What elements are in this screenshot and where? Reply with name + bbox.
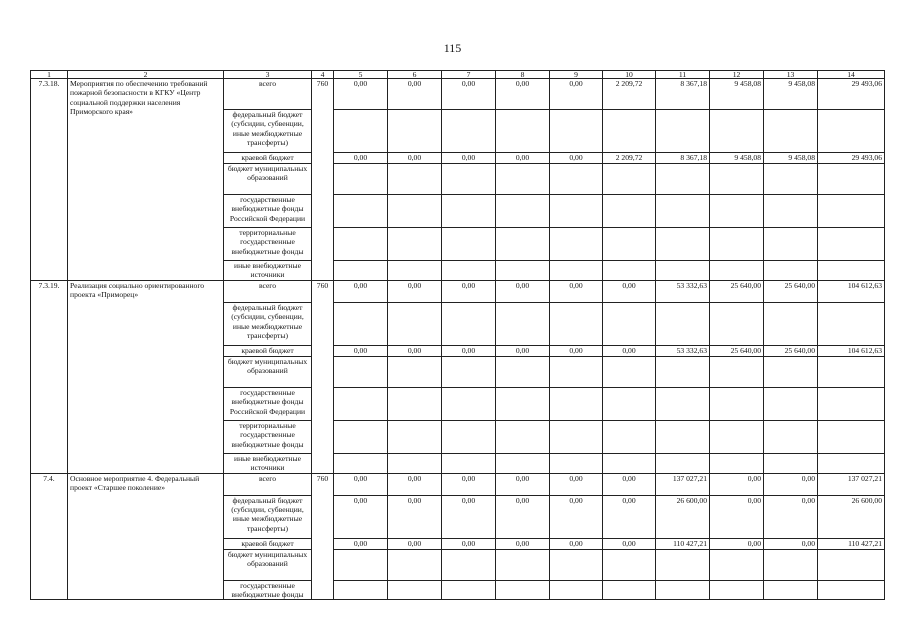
value-cell [550, 420, 603, 453]
page-number: 115 [443, 41, 462, 55]
value-cell: 0,00 [496, 473, 550, 495]
section-code: 7.3.18. [31, 79, 68, 281]
header-cell: 10 [603, 71, 656, 79]
value-cell [496, 195, 550, 228]
value-cell: 0,00 [388, 79, 442, 110]
value-cell: 0,00 [550, 538, 603, 549]
value-cell [603, 580, 656, 600]
value-cell: 8 367,18 [656, 79, 710, 110]
value-cell [496, 356, 550, 387]
value-cell [442, 110, 496, 153]
value-cell [656, 356, 710, 387]
table-row [31, 473, 885, 495]
funding-source: иные внебюджетные источники [224, 453, 312, 473]
header-cell: 2 [68, 71, 224, 79]
value-cell: 25 640,00 [764, 345, 818, 356]
value-cell [656, 580, 710, 600]
value-cell [603, 261, 656, 281]
value-cell [550, 387, 603, 420]
funding-source: государственные внебюджетные фонды [224, 580, 312, 600]
value-cell [334, 580, 388, 600]
value-cell: 0,00 [603, 495, 656, 538]
value-cell: 0,00 [764, 473, 818, 495]
value-cell [334, 302, 388, 345]
value-cell: 104 612,63 [818, 345, 885, 356]
value-cell: 25 640,00 [710, 345, 764, 356]
header-cell: 7 [442, 71, 496, 79]
value-cell: 0,00 [603, 345, 656, 356]
table-row [31, 280, 885, 302]
value-cell [496, 387, 550, 420]
value-cell [334, 261, 388, 281]
funding-source: территориальные государственные внебюджетные фонды [224, 228, 312, 261]
value-cell: 0,00 [388, 345, 442, 356]
value-cell: 0,00 [334, 79, 388, 110]
value-cell [818, 164, 885, 195]
value-cell: 104 612,63 [818, 280, 885, 302]
value-cell: 0,00 [550, 473, 603, 495]
value-cell [764, 110, 818, 153]
value-cell: 53 332,63 [656, 280, 710, 302]
value-cell [764, 228, 818, 261]
funding-source: бюджет муниципальных образований [224, 164, 312, 195]
value-cell: 0,00 [334, 280, 388, 302]
value-cell: 0,00 [550, 280, 603, 302]
value-cell: 0,00 [496, 79, 550, 110]
value-cell: 0,00 [334, 495, 388, 538]
value-cell: 0,00 [603, 538, 656, 549]
value-cell [496, 420, 550, 453]
funding-source: всего [224, 79, 312, 110]
value-cell [334, 356, 388, 387]
value-cell: 0,00 [388, 495, 442, 538]
header-cell: 12 [710, 71, 764, 79]
value-cell [656, 195, 710, 228]
value-cell [818, 580, 885, 600]
value-cell [764, 302, 818, 345]
value-cell: 0,00 [442, 473, 496, 495]
column-4-code: 760 [312, 280, 334, 473]
value-cell [334, 164, 388, 195]
value-cell [550, 580, 603, 600]
funding-source: государственные внебюджетные фонды Российской Федерации [224, 387, 312, 420]
value-cell: 0,00 [388, 153, 442, 164]
header-cell: 9 [550, 71, 603, 79]
funding-source: всего [224, 280, 312, 302]
value-cell: 8 367,18 [656, 153, 710, 164]
value-cell [764, 164, 818, 195]
value-cell: 25 640,00 [710, 280, 764, 302]
value-cell [334, 453, 388, 473]
header-row [31, 71, 885, 79]
value-cell [656, 549, 710, 580]
value-cell [496, 453, 550, 473]
value-cell [442, 580, 496, 600]
value-cell: 0,00 [442, 153, 496, 164]
value-cell: 0,00 [550, 495, 603, 538]
value-cell [496, 164, 550, 195]
value-cell [603, 387, 656, 420]
value-cell [550, 356, 603, 387]
value-cell [764, 549, 818, 580]
value-cell: 0,00 [442, 345, 496, 356]
value-cell [550, 549, 603, 580]
value-cell: 2 209,72 [603, 153, 656, 164]
value-cell: 29 493,06 [818, 153, 885, 164]
value-cell: 9 458,08 [764, 79, 818, 110]
value-cell: 137 027,21 [818, 473, 885, 495]
value-cell: 9 458,08 [764, 153, 818, 164]
value-cell: 26 600,00 [818, 495, 885, 538]
value-cell [818, 356, 885, 387]
header-cell: 14 [818, 71, 885, 79]
value-cell [656, 420, 710, 453]
value-cell [442, 261, 496, 281]
value-cell [656, 110, 710, 153]
value-cell [550, 110, 603, 153]
value-cell [603, 356, 656, 387]
value-cell: 53 332,63 [656, 345, 710, 356]
value-cell [764, 580, 818, 600]
value-cell [603, 549, 656, 580]
value-cell [656, 453, 710, 473]
value-cell: 0,00 [334, 345, 388, 356]
funding-source: федеральный бюджет (субсидии, субвенции, иные межбюджетные трансферты) [224, 110, 312, 153]
value-cell [764, 195, 818, 228]
value-cell: 110 427,21 [656, 538, 710, 549]
value-cell: 0,00 [388, 538, 442, 549]
value-cell [764, 261, 818, 281]
value-cell [818, 110, 885, 153]
value-cell: 0,00 [496, 538, 550, 549]
table-row [31, 79, 885, 110]
value-cell: 0,00 [550, 153, 603, 164]
value-cell: 110 427,21 [818, 538, 885, 549]
value-cell [656, 387, 710, 420]
value-cell [334, 549, 388, 580]
value-cell: 0,00 [442, 280, 496, 302]
value-cell [550, 261, 603, 281]
header-cell: 11 [656, 71, 710, 79]
value-cell [496, 580, 550, 600]
value-cell [388, 453, 442, 473]
value-cell [388, 420, 442, 453]
value-cell [818, 387, 885, 420]
value-cell [710, 164, 764, 195]
value-cell [818, 195, 885, 228]
budget-table [30, 70, 885, 600]
value-cell [442, 164, 496, 195]
value-cell [818, 420, 885, 453]
header-cell: 13 [764, 71, 818, 79]
value-cell: 0,00 [603, 473, 656, 495]
value-cell [550, 164, 603, 195]
value-cell [710, 387, 764, 420]
value-cell [334, 387, 388, 420]
value-cell: 0,00 [334, 538, 388, 549]
header-cell: 3 [224, 71, 312, 79]
funding-source: государственные внебюджетные фонды Российской Федерации [224, 195, 312, 228]
section-name: Основное мероприятие 4. Федеральный проект «Старшее поколение» [68, 473, 224, 600]
value-cell [334, 110, 388, 153]
value-cell [603, 195, 656, 228]
value-cell [710, 261, 764, 281]
value-cell [603, 110, 656, 153]
value-cell [334, 228, 388, 261]
value-cell [388, 580, 442, 600]
value-cell [710, 420, 764, 453]
header-cell: 4 [312, 71, 334, 79]
value-cell: 0,00 [496, 345, 550, 356]
value-cell: 0,00 [334, 153, 388, 164]
value-cell [603, 164, 656, 195]
value-cell [764, 356, 818, 387]
column-4-code: 760 [312, 79, 334, 281]
value-cell [710, 195, 764, 228]
value-cell: 0,00 [442, 538, 496, 549]
value-cell [442, 302, 496, 345]
header-cell: 6 [388, 71, 442, 79]
value-cell: 0,00 [442, 495, 496, 538]
value-cell [710, 453, 764, 473]
value-cell [442, 228, 496, 261]
funding-source: иные внебюджетные источники [224, 261, 312, 281]
value-cell: 2 209,72 [603, 79, 656, 110]
value-cell [388, 302, 442, 345]
value-cell [388, 164, 442, 195]
value-cell [550, 228, 603, 261]
value-cell: 0,00 [496, 495, 550, 538]
funding-source: территориальные государственные внебюджетные фонды [224, 420, 312, 453]
funding-source: краевой бюджет [224, 538, 312, 549]
value-cell [550, 195, 603, 228]
value-cell [442, 387, 496, 420]
value-cell [496, 549, 550, 580]
value-cell [603, 420, 656, 453]
value-cell [442, 356, 496, 387]
value-cell: 0,00 [496, 280, 550, 302]
value-cell [710, 110, 764, 153]
funding-source: федеральный бюджет (субсидии, субвенции, иные межбюджетные трансферты) [224, 302, 312, 345]
value-cell [496, 228, 550, 261]
value-cell [710, 580, 764, 600]
value-cell [656, 261, 710, 281]
value-cell [388, 261, 442, 281]
value-cell [388, 387, 442, 420]
value-cell [710, 228, 764, 261]
value-cell [764, 420, 818, 453]
funding-source: краевой бюджет [224, 153, 312, 164]
value-cell [334, 420, 388, 453]
header-cell: 8 [496, 71, 550, 79]
value-cell [710, 302, 764, 345]
value-cell: 26 600,00 [656, 495, 710, 538]
value-cell [818, 302, 885, 345]
value-cell [818, 261, 885, 281]
value-cell [442, 453, 496, 473]
value-cell [388, 356, 442, 387]
value-cell: 0,00 [496, 153, 550, 164]
value-cell: 0,00 [603, 280, 656, 302]
value-cell [388, 228, 442, 261]
value-cell [656, 302, 710, 345]
value-cell [603, 228, 656, 261]
value-cell [388, 110, 442, 153]
value-cell [496, 302, 550, 345]
value-cell [550, 302, 603, 345]
value-cell [334, 195, 388, 228]
value-cell: 0,00 [550, 79, 603, 110]
section-code: 7.4. [31, 473, 68, 600]
section-name: Реализация социально ориентированного проекта «Приморец» [68, 280, 224, 473]
value-cell: 29 493,06 [818, 79, 885, 110]
funding-source: всего [224, 473, 312, 495]
value-cell [603, 453, 656, 473]
value-cell: 0,00 [334, 473, 388, 495]
value-cell [764, 453, 818, 473]
value-cell [496, 110, 550, 153]
value-cell [550, 453, 603, 473]
value-cell [388, 549, 442, 580]
value-cell [764, 387, 818, 420]
funding-source: бюджет муниципальных образований [224, 356, 312, 387]
value-cell: 0,00 [442, 79, 496, 110]
funding-source: бюджет муниципальных образований [224, 549, 312, 580]
value-cell: 0,00 [710, 473, 764, 495]
value-cell: 9 458,08 [710, 153, 764, 164]
value-cell: 0,00 [388, 473, 442, 495]
value-cell: 0,00 [764, 538, 818, 549]
header-cell: 5 [334, 71, 388, 79]
value-cell [710, 356, 764, 387]
funding-source: краевой бюджет [224, 345, 312, 356]
column-4-code: 760 [312, 473, 334, 600]
value-cell [710, 549, 764, 580]
value-cell: 0,00 [550, 345, 603, 356]
value-cell: 9 458,08 [710, 79, 764, 110]
value-cell [603, 302, 656, 345]
value-cell [818, 453, 885, 473]
value-cell [442, 549, 496, 580]
table-body [31, 71, 885, 600]
value-cell: 25 640,00 [764, 280, 818, 302]
value-cell [442, 195, 496, 228]
value-cell [496, 261, 550, 281]
value-cell [388, 195, 442, 228]
section-code: 7.3.19. [31, 280, 68, 473]
value-cell: 0,00 [710, 538, 764, 549]
value-cell: 137 027,21 [656, 473, 710, 495]
value-cell [656, 164, 710, 195]
header-cell: 1 [31, 71, 68, 79]
value-cell: 0,00 [388, 280, 442, 302]
value-cell [818, 228, 885, 261]
value-cell [818, 549, 885, 580]
value-cell: 0,00 [764, 495, 818, 538]
value-cell: 0,00 [710, 495, 764, 538]
funding-source: федеральный бюджет (субсидии, субвенции, иные межбюджетные трансферты) [224, 495, 312, 538]
value-cell [656, 228, 710, 261]
value-cell [442, 420, 496, 453]
section-name: Мероприятия по обеспечению требований пожарной безопасности в КГКУ «Центр социальной поддержки населения Приморского края» [68, 79, 224, 281]
